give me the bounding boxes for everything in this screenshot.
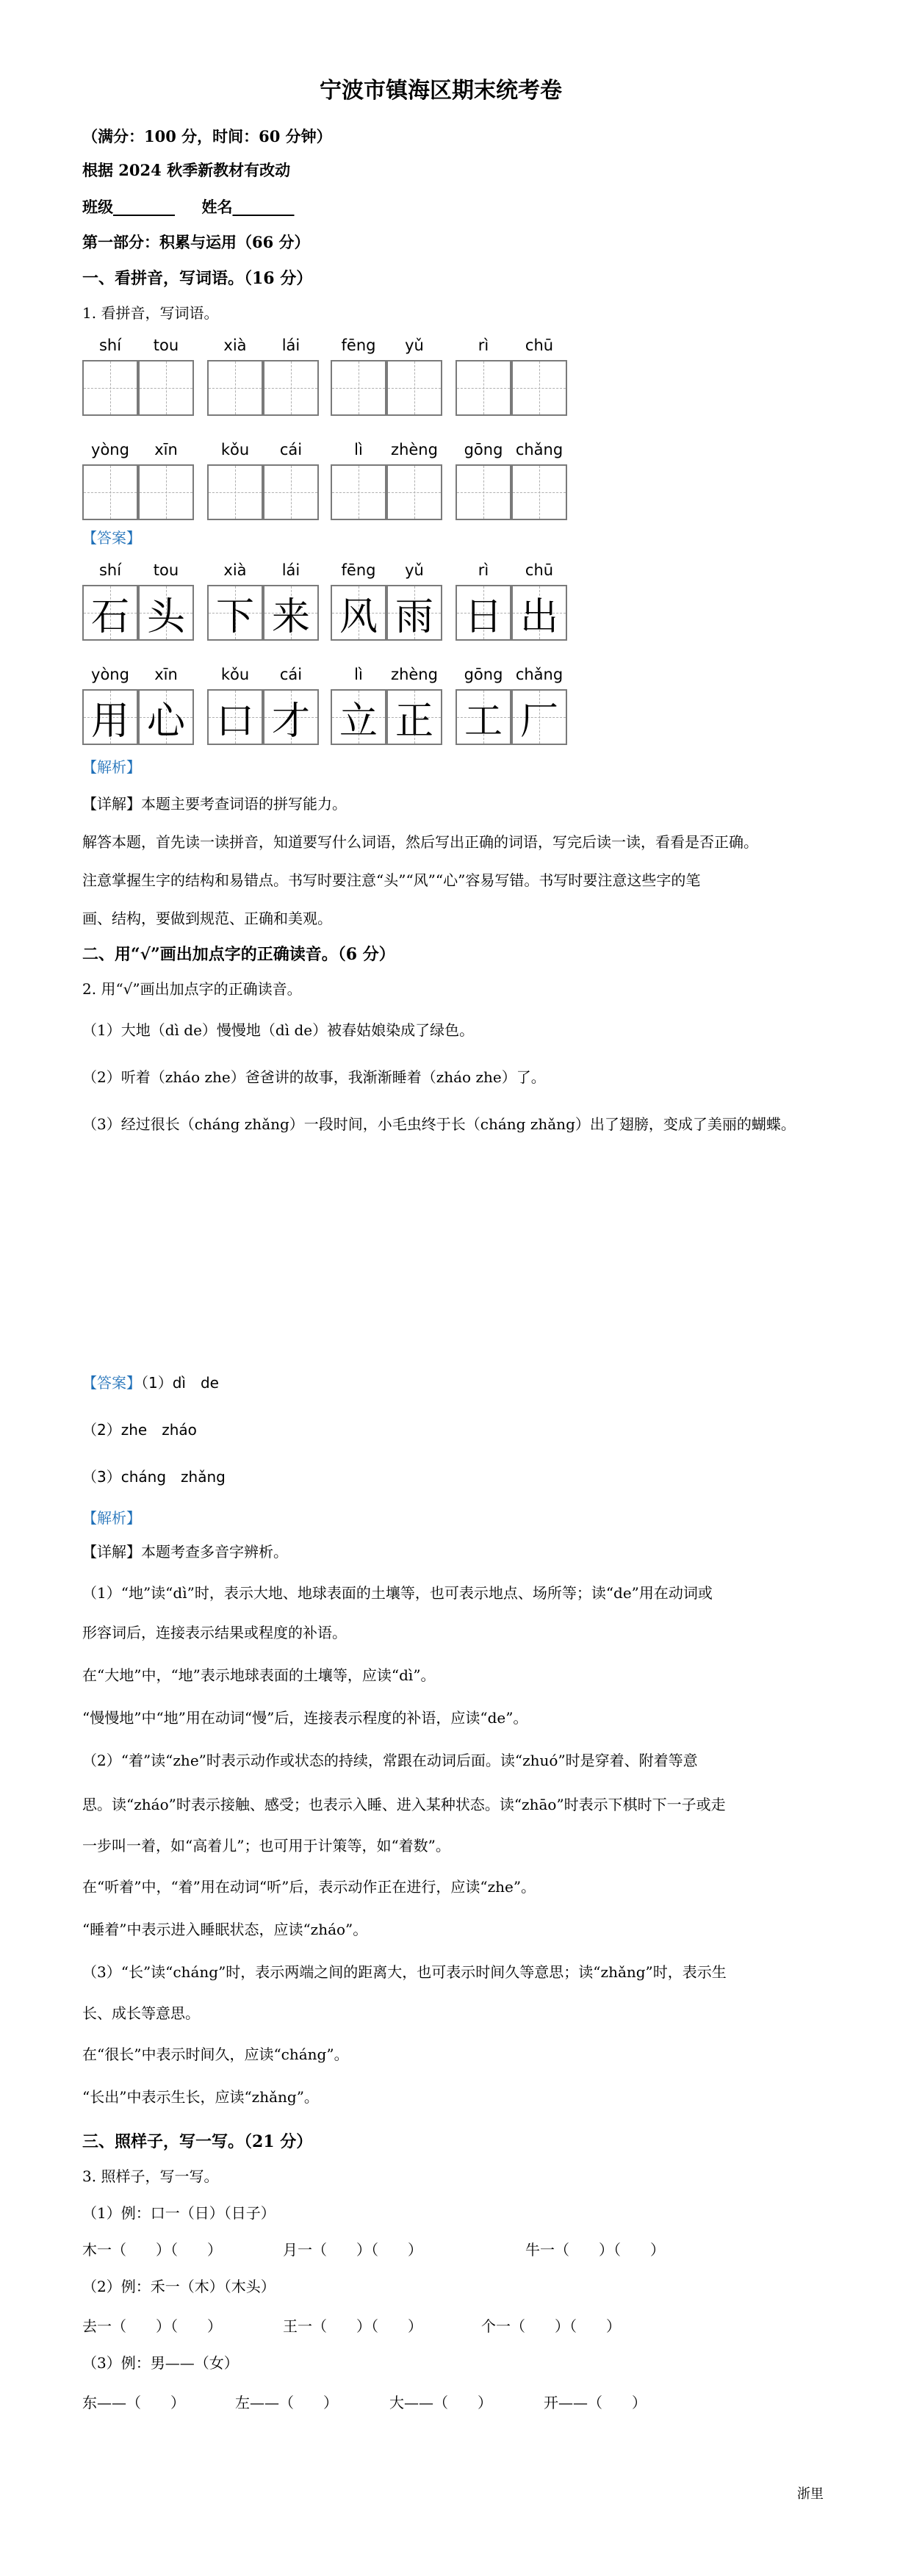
answer-char: 出 xyxy=(519,594,558,639)
analysis-2-line: 思。读“zháo”时表示接触、感受；也表示入睡、进入某种状态。读“zhāo”时表示下棋时下一子或走 xyxy=(82,1796,726,1813)
answer-2-line: （3）cháng zhǎng xyxy=(82,1468,226,1486)
answer-char: 雨 xyxy=(395,594,433,639)
analysis-2-line: 【详解】本题考查多音字辨析。 xyxy=(82,1543,288,1561)
exercise-item: 东——（ ） xyxy=(82,2394,185,2411)
writing-box[interactable] xyxy=(207,360,263,416)
page-title: 宁波市镇海区期末统考卷 xyxy=(320,78,562,104)
exercise-item: 开——（ ） xyxy=(544,2394,647,2411)
question-2-item: （3）经过很长（cháng zhǎng）一段时间，小毛虫终于长（cháng zhǎng）出了翅膀，变成了美丽的蝴蝶。 xyxy=(82,1115,796,1133)
answer-char: 厂 xyxy=(519,699,558,744)
exercise-item: 月一（ ）（ ） xyxy=(283,2241,422,2259)
analysis-2-line: （3）“长”读“cháng”时，表示两端之间的距离大，也可表示时间久等意思；读“zhǎng”时，表示生 xyxy=(82,1963,727,1981)
pinyin-label: xià xyxy=(223,337,247,354)
example-3: （3）例：男——（女） xyxy=(82,2354,239,2372)
pinyin-label: kǒu xyxy=(220,666,250,683)
answer-char-box xyxy=(455,585,511,641)
pinyin-label: gōng xyxy=(464,666,503,683)
answer-char-box xyxy=(138,585,194,641)
writing-box[interactable] xyxy=(455,360,511,416)
writing-box[interactable] xyxy=(511,464,567,520)
analysis-2-line: 在“很长”中表示时间久，应读“cháng”。 xyxy=(82,2046,349,2063)
section-3-heading: 三、照样子，写一写。（21 分） xyxy=(82,2132,313,2151)
pinyin-label: gōng xyxy=(464,441,503,458)
pinyin-label: rì xyxy=(478,561,489,579)
section-1-heading: 一、看拼音，写词语。（16 分） xyxy=(82,269,313,288)
answer-char-box xyxy=(263,689,319,745)
answer-char: 心 xyxy=(146,699,185,744)
writing-box[interactable] xyxy=(82,360,138,416)
pinyin-label: rì xyxy=(478,337,489,354)
writing-box[interactable] xyxy=(138,464,194,520)
example-2: （2）例：禾一（木）（木头） xyxy=(82,2278,276,2295)
writing-box[interactable] xyxy=(207,464,263,520)
analysis-2-line: 在“听着”中，“着”用在动词“听”后，表示动作正在进行，应读“zhe”。 xyxy=(82,1878,536,1896)
answer-char: 工 xyxy=(464,699,503,744)
analysis-2-line: 长、成长等意思。 xyxy=(82,2004,200,2022)
writing-box[interactable] xyxy=(331,360,386,416)
revision-note: 根据 2024 秋季新教材有改动 xyxy=(82,161,291,179)
pinyin-label: shí xyxy=(98,561,122,579)
pinyin-label: cái xyxy=(279,666,303,683)
exercise-item: 王一（ ）（ ） xyxy=(283,2317,422,2335)
analysis-2-line: 在“大地”中，“地”表示地球表面的土壤等，应读“dì”。 xyxy=(82,1666,436,1684)
answer-char: 立 xyxy=(339,699,378,744)
pinyin-label: fēng xyxy=(341,337,376,354)
pinyin-label: lái xyxy=(281,561,300,579)
exercise-item: 去一（ ）（ ） xyxy=(82,2317,222,2335)
pinyin-label: lái xyxy=(281,337,300,354)
exam-meta: （满分：100 分，时间：60 分钟） xyxy=(82,127,332,145)
answer-char-box xyxy=(207,585,263,641)
analysis-2-line: 形容词后，连接表示结果或程度的补语。 xyxy=(82,1624,347,1641)
analysis-1-line: 注意掌握生字的结构和易错点。书写时要注意“头”“风”“心”容易写错。书写时要注意这些字的笔 xyxy=(82,871,701,889)
writing-box[interactable] xyxy=(138,360,194,416)
writing-box[interactable] xyxy=(386,360,442,416)
writing-box[interactable] xyxy=(263,360,319,416)
pinyin-label: yòng xyxy=(91,441,129,458)
pinyin-label: yǔ xyxy=(405,337,424,354)
answer-char-box xyxy=(263,585,319,641)
answer-char: 风 xyxy=(339,594,378,639)
analysis-label-1: 【解析】 xyxy=(82,758,141,776)
pinyin-label: zhèng xyxy=(391,666,438,683)
pinyin-label: tou xyxy=(153,561,179,579)
analysis-label-2: 【解析】 xyxy=(82,1509,141,1527)
pinyin-label: xià xyxy=(223,561,247,579)
question-2-item: （1）大地（dì de）慢慢地（dì de）被春姑娘染成了绿色。 xyxy=(82,1021,475,1039)
analysis-2-line: 一步叫一着，如“高着儿”；也可用于计策等，如“着数”。 xyxy=(82,1837,450,1854)
writing-box[interactable] xyxy=(386,464,442,520)
answer-char-box xyxy=(82,689,138,745)
section-2-heading: 二、用“√”画出加点字的正确读音。（6 分） xyxy=(82,945,395,964)
answer-label-1: 【答案】 xyxy=(82,529,141,547)
answer-label-2 xyxy=(82,1371,219,1392)
analysis-2-line: “长出”中表示生长，应读“zhǎng”。 xyxy=(82,2088,319,2106)
analysis-1-line: 【详解】本题主要考查词语的拼写能力。 xyxy=(82,795,347,813)
answer-char: 石 xyxy=(90,594,129,639)
writing-box[interactable] xyxy=(511,360,567,416)
pinyin-label: yòng xyxy=(91,666,129,683)
answer-char: 口 xyxy=(215,699,254,744)
answer-char-box xyxy=(511,585,567,641)
answer-char: 下 xyxy=(215,594,254,639)
analysis-2-line: （1）“地”读“dì”时，表示大地、地球表面的土壤等，也可表示地点、场所等；读“de”用在动词或 xyxy=(82,1584,713,1602)
exercise-item: 大——（ ） xyxy=(389,2394,492,2411)
answer-char: 才 xyxy=(271,699,310,744)
answer-char-box xyxy=(207,689,263,745)
pinyin-label: yǔ xyxy=(405,561,424,579)
pinyin-label: lì xyxy=(354,666,363,683)
answer-char-box xyxy=(331,689,386,745)
question-2-item: （2）听着（zháo zhe）爸爸讲的故事，我渐渐睡着（zháo zhe）了。 xyxy=(82,1068,546,1086)
exercise-item: 木一（ ）（ ） xyxy=(82,2241,222,2259)
pinyin-label: shí xyxy=(98,337,122,354)
answer-char-box xyxy=(386,585,442,641)
pinyin-label: chǎng xyxy=(515,441,563,458)
answer-label-2-text: 【答案】 xyxy=(82,1374,141,1392)
exercise-item: 个一（ ）（ ） xyxy=(481,2317,621,2335)
answer-char-box xyxy=(386,689,442,745)
question-3: 3. 照样子，写一写。 xyxy=(82,2167,219,2185)
pinyin-label: xīn xyxy=(154,441,178,458)
exercise-item: 左——（ ） xyxy=(235,2394,338,2411)
answer-char: 日 xyxy=(464,594,503,639)
pinyin-label: chū xyxy=(525,561,554,579)
analysis-1-line: 解答本题，首先读一读拼音，知道要写什么词语，然后写出正确的词语，写完后读一读，看看是否正确。 xyxy=(82,833,758,851)
answer-char-box xyxy=(82,585,138,641)
analysis-1-line: 画、结构，要做到规范、正确和美观。 xyxy=(82,910,332,927)
question-2: 2. 用“√”画出加点字的正确读音。 xyxy=(82,980,302,998)
answer-char: 来 xyxy=(271,594,310,639)
analysis-2-line: “睡着”中表示进入睡眠状态，应读“zháo”。 xyxy=(82,1921,368,1938)
answer-char: 正 xyxy=(395,699,433,744)
writing-box[interactable] xyxy=(82,464,138,520)
answer-2-line: （2）zhe zháo xyxy=(82,1421,197,1439)
pinyin-label: lì xyxy=(354,441,363,458)
analysis-2-line: “慢慢地”中“地”用在动词“慢”后，连接表示程度的补语，应读“de”。 xyxy=(82,1709,528,1727)
writing-box[interactable] xyxy=(263,464,319,520)
question-1: 1. 看拼音，写词语。 xyxy=(82,304,219,322)
analysis-2-line: （2）“着”读“zhe”时表示动作或状态的持续，常跟在动词后面。读“zhuó”时是穿着、附着等意 xyxy=(82,1752,698,1769)
pinyin-label: zhèng xyxy=(391,441,438,458)
writing-box[interactable] xyxy=(455,464,511,520)
footer-mark: 浙里 xyxy=(797,2486,824,2502)
exercise-item: 牛一（ ）（ ） xyxy=(525,2241,665,2259)
pinyin-label: fēng xyxy=(341,561,376,579)
answer-char: 头 xyxy=(146,594,185,639)
pinyin-label: chǎng xyxy=(515,666,563,683)
answer-2-line-1: （1）dì de xyxy=(141,1374,219,1392)
answer-char-box xyxy=(331,585,386,641)
pinyin-label: tou xyxy=(153,337,179,354)
answer-char-box xyxy=(511,689,567,745)
pinyin-label: xīn xyxy=(154,666,178,683)
writing-box[interactable] xyxy=(331,464,386,520)
pinyin-label: chū xyxy=(525,337,554,354)
part-one-heading: 第一部分：积累与运用（66 分） xyxy=(82,233,310,251)
answer-char-box xyxy=(455,689,511,745)
answer-char-box xyxy=(138,689,194,745)
answer-char: 用 xyxy=(90,699,129,744)
pinyin-label: cái xyxy=(279,441,303,458)
class-name-line: 班级________ 姓名________ xyxy=(82,198,295,216)
example-1: （1）例：口一（日）（日子） xyxy=(82,2204,276,2222)
pinyin-label: kǒu xyxy=(220,441,250,458)
